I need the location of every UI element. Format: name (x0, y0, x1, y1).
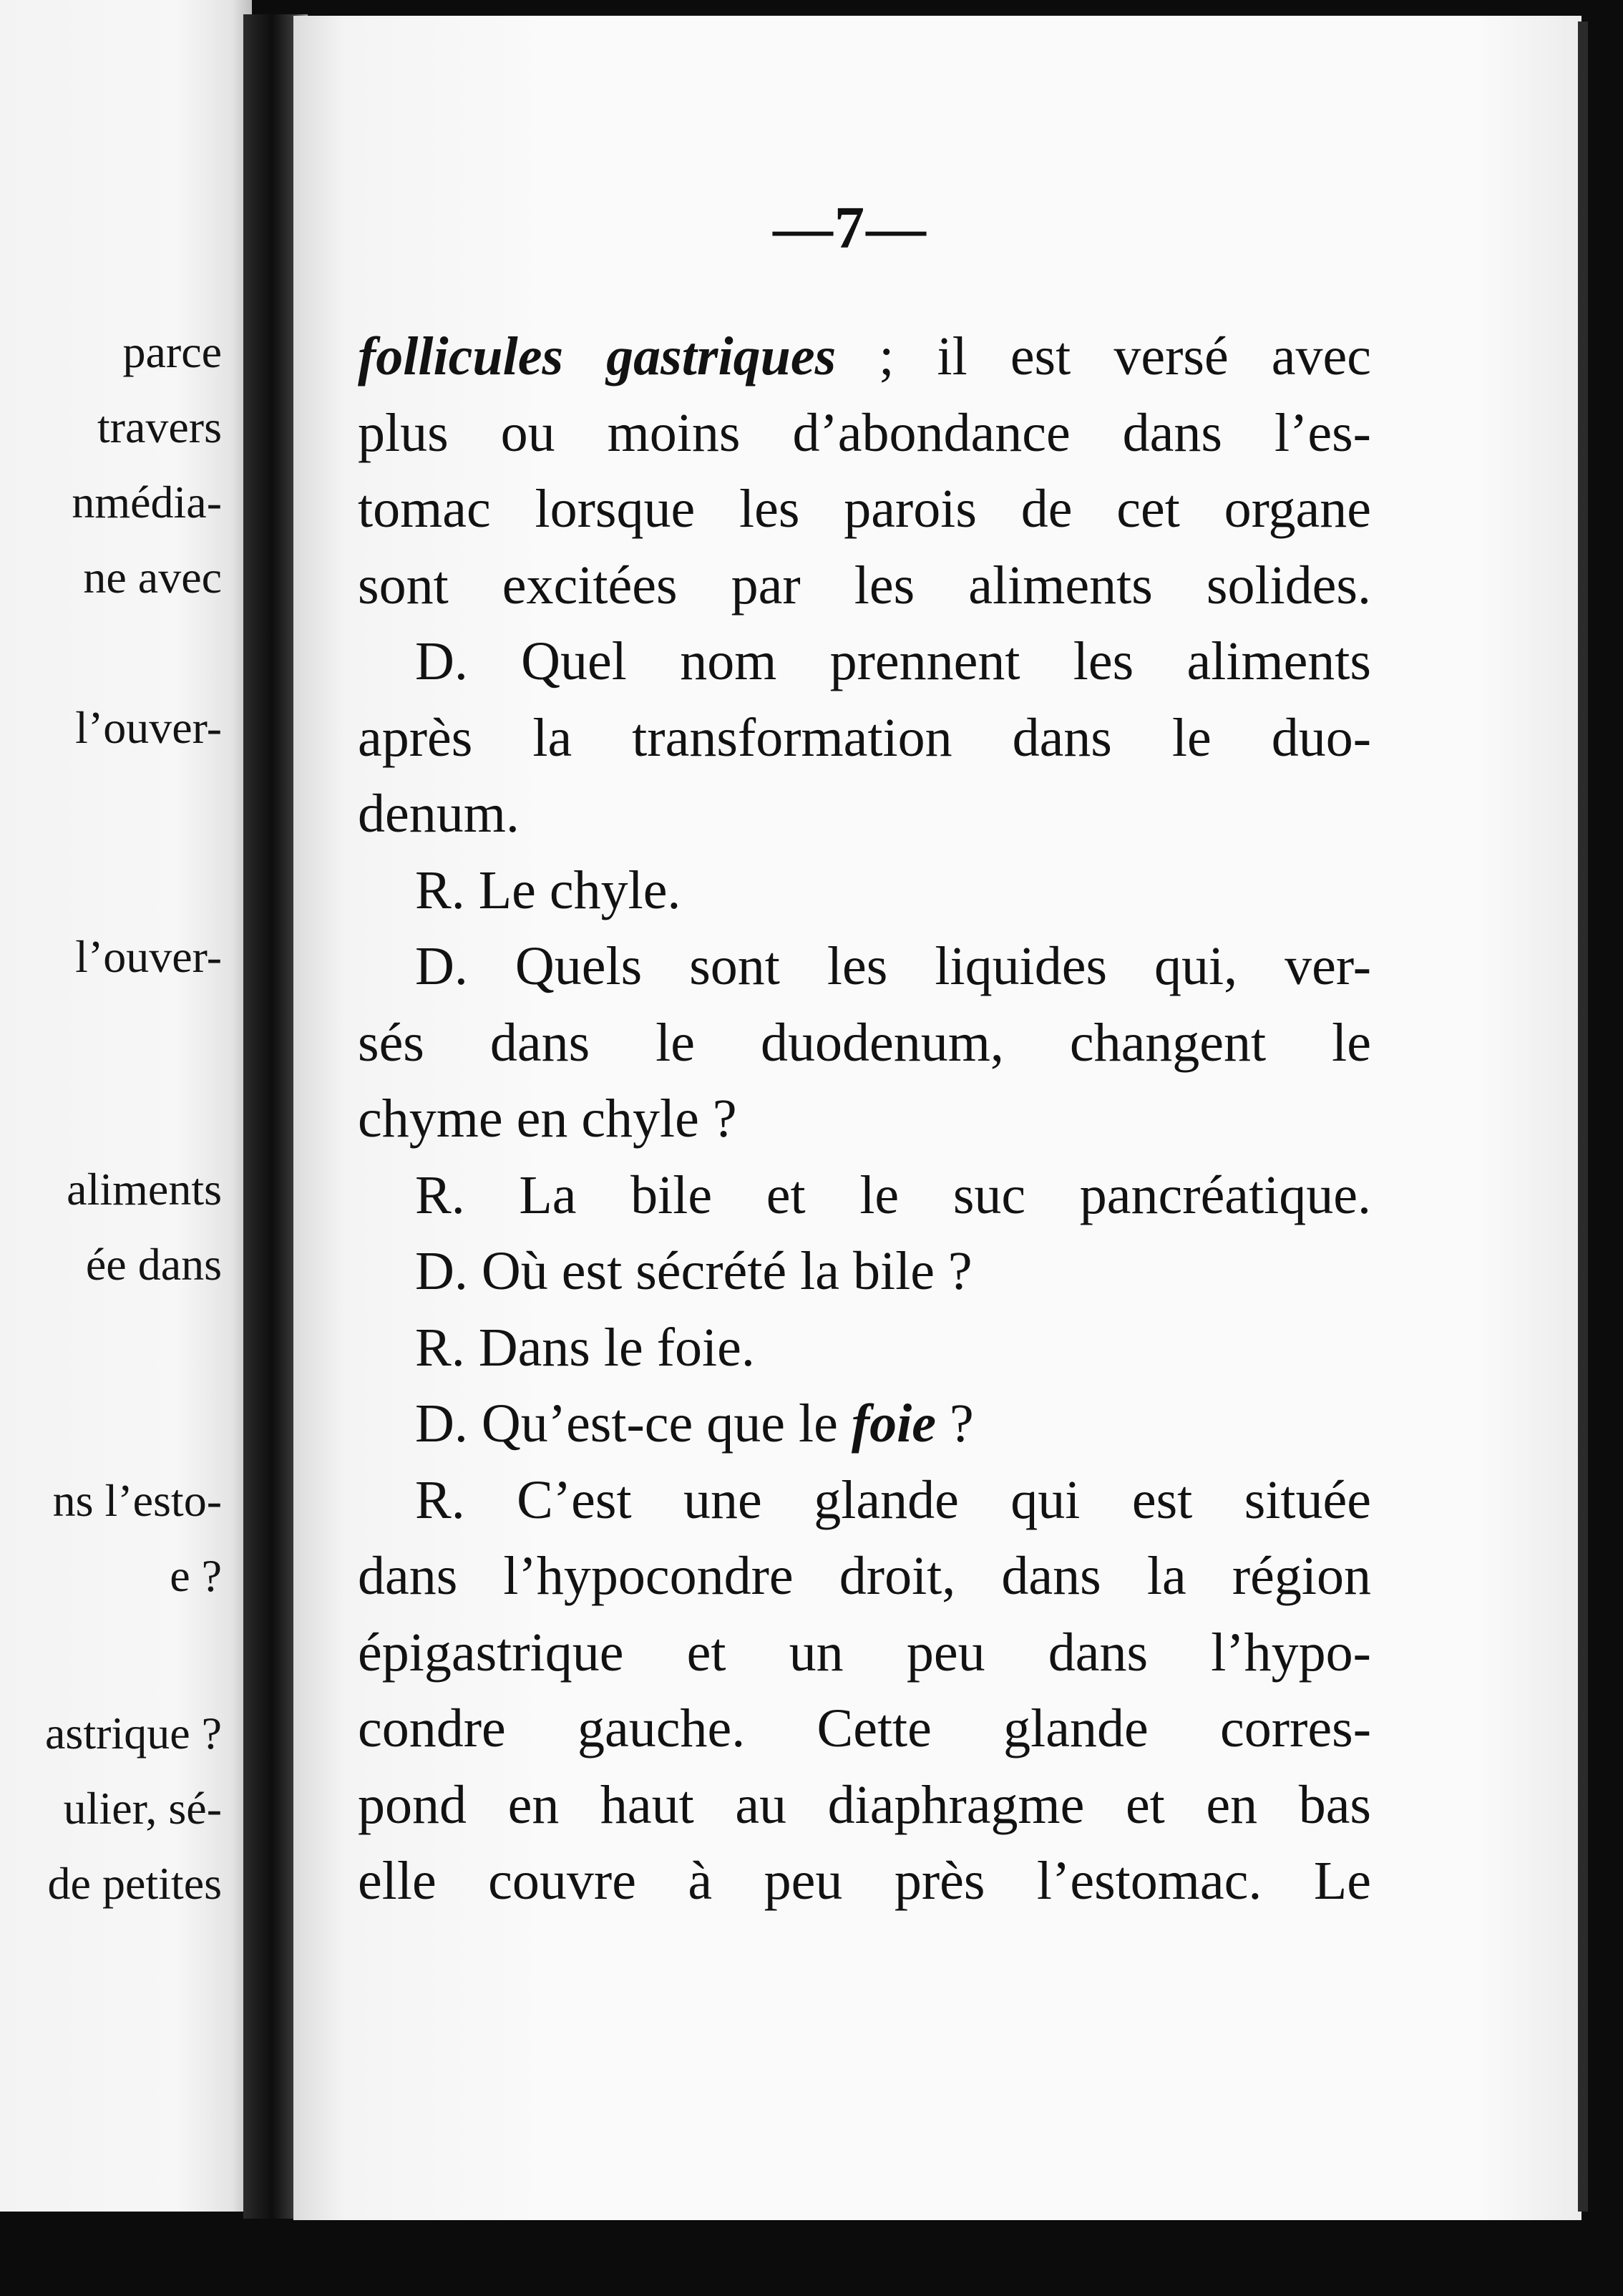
text-line: sont excitées par les aliments solides. (358, 555, 1371, 616)
left-page-line: e ? (170, 1550, 222, 1601)
left-page-line: de petites (47, 1858, 222, 1909)
question-line: D. Où est sécrété la bile ? (415, 1241, 973, 1301)
question-line: D. Quel nom prennent les aliments (415, 631, 1371, 691)
left-page-line: ée dans (85, 1239, 222, 1290)
page-edge (1578, 21, 1588, 2212)
body-text (358, 318, 1371, 1920)
text-line: après la transformation dans le duo- (358, 707, 1371, 768)
answer-line: R. Le chyle. (415, 860, 681, 920)
question-line: D. Qu’est-ce que le foie ? (415, 1393, 974, 1454)
text-line: pond en haut au diaphragme et en bas (358, 1774, 1371, 1835)
question-line: D. Quels sont les liquides qui, ver- (415, 936, 1371, 996)
left-page-line: parce (122, 326, 222, 377)
left-page-line: ulier, sé- (63, 1783, 222, 1834)
left-page-line: l’ouver- (75, 931, 222, 982)
left-page (0, 0, 252, 2212)
text-line: sés dans le duodenum, changent le (358, 1012, 1371, 1073)
left-page-line: ns l’esto- (52, 1475, 222, 1526)
italic-term: foie (851, 1393, 937, 1454)
text-line: dans l’hypocondre droit, dans la région (358, 1546, 1371, 1606)
answer-line: R. C’est une glande qui est située (415, 1469, 1371, 1530)
left-page-line: astrique ? (45, 1708, 222, 1759)
text-line: elle couvre à peu près l’estomac. Le (358, 1851, 1371, 1911)
left-page-line: ne avec (83, 552, 222, 603)
left-page-line: aliments (67, 1164, 222, 1215)
left-page-line: travers (97, 402, 222, 452)
text-line: follicules gastriques ; il est versé avec (358, 326, 1371, 386)
italic-term: follicules gastriques (358, 326, 837, 386)
answer-line: R. La bile et le suc pancréatique. (415, 1164, 1371, 1225)
text-line: condre gauche. Cette glande corres- (358, 1698, 1371, 1759)
text-line: tomac lorsque les parois de cet organe (358, 479, 1371, 539)
text-line: denum. (358, 784, 520, 844)
text-line: plus ou moins d’abondance dans l’es- (358, 402, 1371, 463)
left-page-line: l’ouver- (75, 702, 222, 753)
text-line: chyme en chyle ? (358, 1089, 737, 1149)
answer-line: R. Dans le foie. (415, 1317, 755, 1378)
text-line: épigastrique et un peu dans l’hypo- (358, 1622, 1371, 1683)
page-number: —7— (773, 195, 927, 261)
left-page-line: nmédia- (72, 477, 222, 527)
